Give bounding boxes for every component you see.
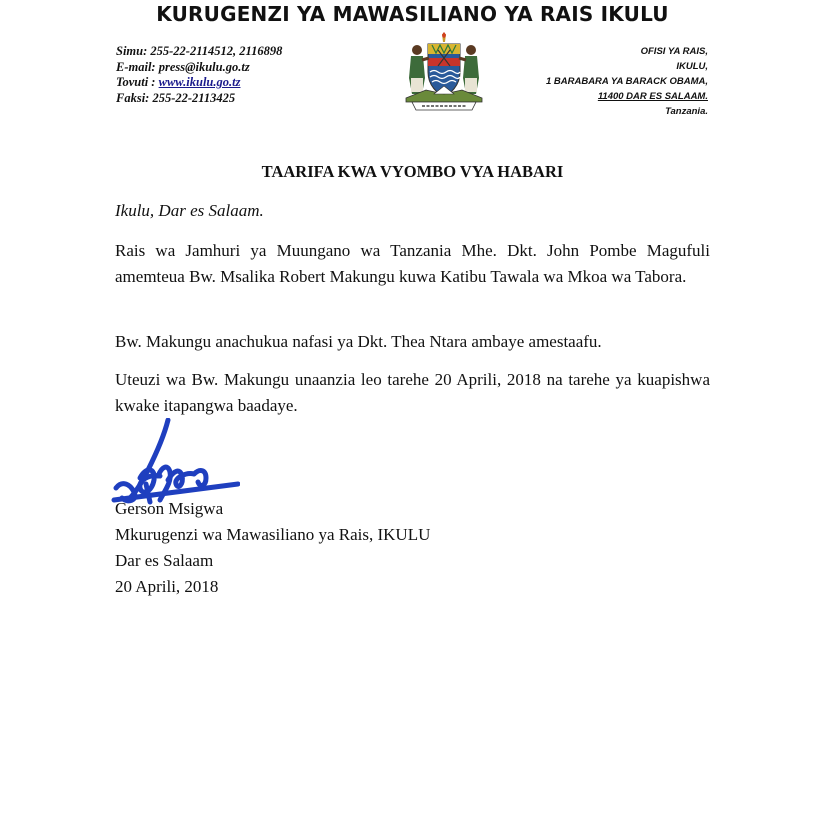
contact-info-left [116, 44, 282, 106]
letterhead-title: KURUGENZI YA MAWASILIANO YA RAIS IKULU [156, 2, 669, 26]
paragraph-replacement: Bw. Makungu anachukua nafasi ya Dkt. Thea Ntara ambaye amestaafu. [115, 332, 602, 351]
website-link[interactable]: www.ikulu.go.tz [158, 75, 241, 89]
coat-of-arms-icon [398, 32, 490, 112]
signatory-city: Dar es Salaam [115, 551, 214, 570]
signatory-title: Mkurugenzi wa Mawasiliano ya Rais, IKULU [115, 525, 431, 544]
signature-block [115, 496, 430, 600]
signatory-name: Gerson Msigwa [115, 499, 224, 518]
handwritten-signature-icon [110, 418, 240, 510]
contact-info-right [546, 44, 708, 119]
signatory-date: 20 Aprili, 2018 [115, 577, 219, 596]
address-line-3: 1 BARABARA YA BARACK OBAMA, [545, 76, 708, 87]
website-line [116, 75, 282, 91]
email-line: E-mail: press@ikulu.go.tz [116, 59, 250, 74]
place-line: Ikulu, Dar es Salaam. [115, 201, 264, 220]
document-heading: TAARIFA KWA VYOMBO VYA HABARI [261, 162, 564, 181]
phone-line: Simu: 255-22-2114512, 2116898 [116, 44, 283, 58]
paragraph-appointment: Rais wa Jamhuri ya Muungano wa Tanzania Mhe. Dkt. John Pombe Magufuli amemteua Bw. Msalika Robert Makungu kuwa Katibu Tawala wa Mkoa wa Tabora. [115, 241, 710, 286]
website-label: Tovuti : [116, 75, 159, 89]
address-line-1: OFISI YA RAIS, [640, 46, 708, 57]
fax-line: Faksi: 255-22-2113425 [116, 90, 236, 105]
address-line-5: Tanzania. [665, 106, 708, 117]
address-line-2: IKULU, [676, 61, 708, 72]
address-line-4: 11400 DAR ES SALAAM. [597, 91, 708, 102]
paragraph-effective-date: Uteuzi wa Bw. Makungu unaanzia leo tarehe 20 Aprili, 2018 na tarehe ya kuapishwa kwake itapangwa baadaye. [115, 370, 710, 415]
